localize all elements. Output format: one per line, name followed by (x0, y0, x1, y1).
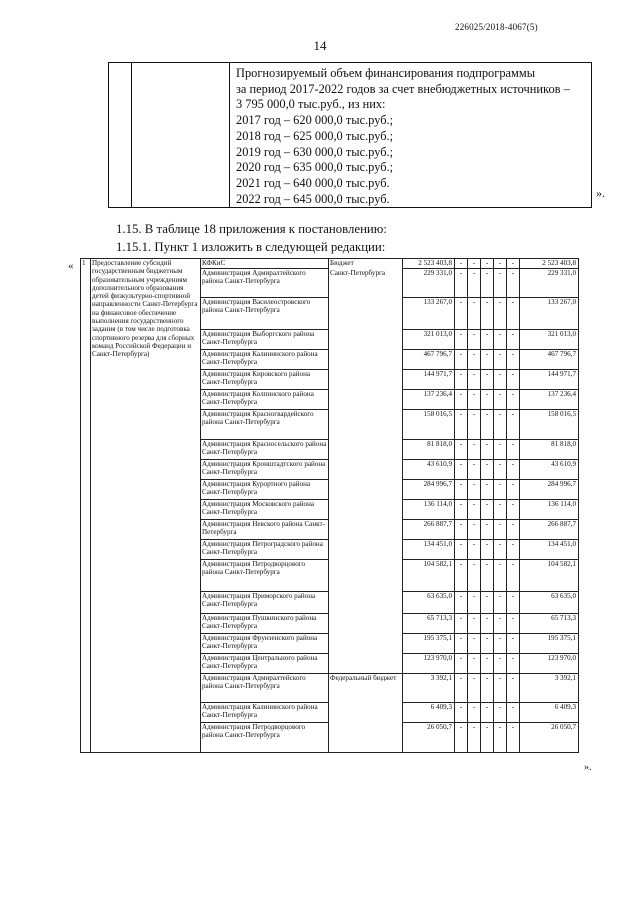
dash-cell: - (468, 330, 481, 350)
amount-total: 266 887,7 (403, 520, 455, 540)
funding-table (108, 62, 592, 208)
dash-cell: - (455, 390, 468, 410)
amount-total: 195 375,1 (403, 634, 455, 654)
dash-cell: - (494, 269, 507, 298)
dash-cell: - (494, 500, 507, 520)
dash-cell: - (507, 298, 520, 330)
amount-total: 144 971,7 (403, 370, 455, 390)
dash-cell: - (455, 674, 468, 703)
dash-cell: - (468, 460, 481, 480)
org-name: Администрация Невского района Санкт-Петербурга (201, 520, 329, 540)
dash-cell: - (507, 269, 520, 298)
dash-cell: - (481, 592, 494, 614)
amount-final: 81 818,0 (520, 440, 579, 460)
dash-cell: - (455, 410, 468, 440)
org-name: Администрация Фрунзенского района Санкт-Петербурга (201, 634, 329, 654)
dash-cell: - (507, 703, 520, 723)
dash-cell: - (494, 614, 507, 634)
dash-cell: - (468, 592, 481, 614)
dash-cell: - (507, 410, 520, 440)
dash-cell: - (481, 460, 494, 480)
dash-cell: - (455, 654, 468, 674)
amount-final: 321 013,0 (520, 330, 579, 350)
funding-line: 2019 год – 630 000,0 тыс.руб.; (236, 144, 394, 159)
dash-cell: - (494, 410, 507, 440)
funding-line: 2022 год – 645 000,0 тыс.руб. (236, 191, 390, 206)
dash-cell: - (468, 703, 481, 723)
dash-cell: - (481, 390, 494, 410)
header-total: 2 523 403,8 (403, 259, 455, 269)
amount-final: 158 016,5 (520, 410, 579, 440)
org-name: Администрация Калининского района Санкт-Петербурга (201, 350, 329, 370)
dash-cell: - (507, 330, 520, 350)
dash-cell: - (494, 674, 507, 703)
funding-line: 3 795 000,0 тыс.руб., из них: (236, 97, 386, 112)
dash-cell: - (481, 330, 494, 350)
dash-cell: - (468, 520, 481, 540)
dash-cell: - (468, 480, 481, 500)
org-name: Администрация Выборгского района Санкт-Петербурга (201, 330, 329, 350)
funding-line: 2017 год – 620 000,0 тыс.руб.; (236, 113, 394, 128)
org-name: Администрация Калининского района Санкт-Петербурга (201, 703, 329, 723)
org-name: Администрация Пушкинского района Санкт-Петербурга (201, 614, 329, 634)
funding-table-col-2 (132, 63, 230, 208)
dash-cell: - (468, 560, 481, 592)
amount-total: 467 796,7 (403, 350, 455, 370)
dash-cell: - (455, 370, 468, 390)
dash-cell: - (481, 350, 494, 370)
dash-cell: - (468, 674, 481, 703)
dash-cell: - (455, 259, 468, 269)
dash-cell: - (455, 500, 468, 520)
dash-cell: - (481, 654, 494, 674)
header-org: КФКиС (201, 259, 329, 269)
dash-cell: - (494, 460, 507, 480)
dash-cell: - (481, 410, 494, 440)
dash-cell: - (507, 634, 520, 654)
funding-line: 2021 год – 640 000,0 тыс.руб. (236, 175, 390, 190)
dash-cell: - (455, 703, 468, 723)
dash-cell: - (494, 592, 507, 614)
amount-final: 3 392,1 (520, 674, 579, 703)
amount-total: 229 331,0 (403, 269, 455, 298)
dash-cell: - (481, 370, 494, 390)
dash-cell: - (468, 269, 481, 298)
dash-cell: - (507, 370, 520, 390)
dash-cell: - (455, 540, 468, 560)
dash-cell: - (507, 390, 520, 410)
header-final: 2 523 403,8 (520, 259, 579, 269)
dash-cell: - (507, 654, 520, 674)
dash-cell: - (494, 440, 507, 460)
amount-total: 65 713,3 (403, 614, 455, 634)
dash-cell: - (455, 350, 468, 370)
amount-total: 26 050,7 (403, 723, 455, 753)
dash-cell: - (481, 480, 494, 500)
dash-cell: - (468, 634, 481, 654)
amount-total: 81 818,0 (403, 440, 455, 460)
dash-cell: - (481, 298, 494, 330)
funding-text (230, 63, 592, 208)
amount-total: 63 635,0 (403, 592, 455, 614)
dash-cell: - (507, 560, 520, 592)
dash-cell: - (481, 259, 494, 269)
funding-closing-quote: ». (596, 186, 605, 200)
dash-cell: - (468, 370, 481, 390)
dash-cell: - (468, 723, 481, 753)
org-name: Администрация Кронштадтского района Санкт-Петербурга (201, 460, 329, 480)
dash-cell: - (481, 500, 494, 520)
dash-cell: - (468, 440, 481, 460)
dash-cell: - (481, 634, 494, 654)
amount-final: 123 970,0 (520, 654, 579, 674)
amount-final: 43 610,9 (520, 460, 579, 480)
amount-final: 63 635,0 (520, 592, 579, 614)
amount-final: 195 375,1 (520, 634, 579, 654)
budget-federal: Федеральный бюджет (329, 674, 403, 753)
dash-cell: - (507, 674, 520, 703)
org-name: Администрация Василеостровского района Санкт-Петербурга (201, 298, 329, 330)
dash-cell: - (455, 634, 468, 654)
amount-final: 65 713,3 (520, 614, 579, 634)
program-table-body (81, 259, 579, 753)
org-name: Администрация Красносельского района Санкт-Петербурга (201, 440, 329, 460)
dash-cell: - (481, 703, 494, 723)
org-name: Администрация Петроградского района Санкт-Петербурга (201, 540, 329, 560)
amount-final: 136 114,0 (520, 500, 579, 520)
dash-cell: - (507, 614, 520, 634)
amount-total: 137 236,4 (403, 390, 455, 410)
amount-final: 26 050,7 (520, 723, 579, 753)
org-name: Администрация Приморского района Санкт-Петербурга (201, 592, 329, 614)
dash-cell: - (494, 723, 507, 753)
budget-spb: Санкт-Петербурга (329, 269, 403, 674)
dash-cell: - (468, 259, 481, 269)
dash-cell: - (455, 560, 468, 592)
dash-cell: - (494, 634, 507, 654)
document-number: 226025/2018-4067(5) (455, 22, 538, 32)
dash-cell: - (494, 350, 507, 370)
funding-line: 2018 год – 625 000,0 тыс.руб.; (236, 128, 394, 143)
amount-final: 134 451,0 (520, 540, 579, 560)
amount-final: 266 887,7 (520, 520, 579, 540)
org-name: Администрация Петродворцового района Санкт-Петербурга (201, 723, 329, 753)
dash-cell: - (468, 540, 481, 560)
dash-cell: - (481, 440, 494, 460)
funding-line: Прогнозируемый объем финансирования подпрограммы (236, 66, 536, 80)
row-description: Предоставление субсидий государственным бюджетным образовательным учреждениям дополнительного образования детей физкультурно-спортивной направленности Санкт-Петербурга на финансовое обеспечение выполнения государственного задания (в том числе подготовка спортивного резерва для сборных команд Российской Федерации и Санкт-Петербурга) (91, 259, 201, 753)
dash-cell: - (468, 350, 481, 370)
dash-cell: - (507, 350, 520, 370)
org-name: Администрация Курортного района Санкт-Петербурга (201, 480, 329, 500)
amount-final: 467 796,7 (520, 350, 579, 370)
dash-cell: - (468, 390, 481, 410)
dash-cell: - (494, 540, 507, 560)
funding-table-col-1 (109, 63, 132, 208)
amount-total: 133 267,0 (403, 298, 455, 330)
amount-total: 123 970,0 (403, 654, 455, 674)
dash-cell: - (455, 298, 468, 330)
dash-cell: - (494, 330, 507, 350)
amount-total: 43 610,9 (403, 460, 455, 480)
dash-cell: - (507, 592, 520, 614)
amount-final: 144 971,7 (520, 370, 579, 390)
amount-total: 284 996,7 (403, 480, 455, 500)
dash-cell: - (455, 480, 468, 500)
paragraph-1-15: 1.15. В таблице 18 приложения к постановлению: (116, 222, 387, 236)
amount-total: 321 013,0 (403, 330, 455, 350)
dash-cell: - (468, 410, 481, 440)
dash-cell: - (481, 520, 494, 540)
funding-line: за период 2017-2022 годов за счет внебюджетных источников – (236, 81, 570, 96)
dash-cell: - (507, 480, 520, 500)
amount-total: 136 114,0 (403, 500, 455, 520)
table-close-quote: ». (584, 762, 592, 773)
dash-cell: - (494, 560, 507, 592)
dash-cell: - (507, 259, 520, 269)
dash-cell: - (468, 298, 481, 330)
dash-cell: - (481, 540, 494, 560)
table-open-quote: « (68, 260, 74, 272)
dash-cell: - (507, 540, 520, 560)
org-name: Администрация Петродворцового района Санкт-Петербурга (201, 560, 329, 592)
dash-cell: - (494, 298, 507, 330)
dash-cell: - (507, 500, 520, 520)
dash-cell: - (494, 520, 507, 540)
paragraph-1-15-1: 1.15.1. Пункт 1 изложить в следующей редакции: (116, 240, 386, 254)
dash-cell: - (455, 269, 468, 298)
dash-cell: - (494, 480, 507, 500)
dash-cell: - (455, 460, 468, 480)
dash-cell: - (455, 330, 468, 350)
dash-cell: - (455, 440, 468, 460)
amount-total: 3 392,1 (403, 674, 455, 703)
amount-total: 104 582,1 (403, 560, 455, 592)
dash-cell: - (507, 460, 520, 480)
org-name: Администрация Московского района Санкт-Петербурга (201, 500, 329, 520)
dash-cell: - (494, 654, 507, 674)
dash-cell: - (481, 269, 494, 298)
org-name: Администрация Колпинского района Санкт-Петербурга (201, 390, 329, 410)
dash-cell: - (455, 592, 468, 614)
dash-cell: - (494, 390, 507, 410)
dash-cell: - (481, 560, 494, 592)
dash-cell: - (455, 723, 468, 753)
amount-total: 6 409,3 (403, 703, 455, 723)
program-table (80, 258, 579, 753)
org-name: Администрация Красногвардейского района Санкт-Петербурга (201, 410, 329, 440)
amount-final: 137 236,4 (520, 390, 579, 410)
amount-final: 229 331,0 (520, 269, 579, 298)
dash-cell: - (494, 259, 507, 269)
dash-cell: - (507, 440, 520, 460)
page-number: 14 (313, 38, 327, 53)
header-budget: Бюджет (329, 259, 403, 269)
dash-cell: - (481, 723, 494, 753)
dash-cell: - (494, 370, 507, 390)
dash-cell: - (468, 500, 481, 520)
amount-final: 104 582,1 (520, 560, 579, 592)
row-number: 1 (81, 259, 91, 753)
org-name: Администрация Адмиралтейского района Санкт-Петербурга (201, 269, 329, 298)
dash-cell: - (468, 614, 481, 634)
dash-cell: - (507, 723, 520, 753)
funding-line: 2020 год – 635 000,0 тыс.руб.; (236, 160, 394, 175)
amount-total: 158 016,5 (403, 410, 455, 440)
dash-cell: - (481, 674, 494, 703)
org-name: Администрация Центрального района Санкт-Петербурга (201, 654, 329, 674)
amount-total: 134 451,0 (403, 540, 455, 560)
amount-final: 133 267,0 (520, 298, 579, 330)
dash-cell: - (455, 614, 468, 634)
dash-cell: - (468, 654, 481, 674)
table-header-row (81, 259, 579, 269)
dash-cell: - (494, 703, 507, 723)
dash-cell: - (507, 520, 520, 540)
org-name: Администрация Адмиралтейского района Санкт-Петербурга (201, 674, 329, 703)
dash-cell: - (481, 614, 494, 634)
amount-final: 6 409,3 (520, 703, 579, 723)
org-name: Администрация Кировского района Санкт-Петербурга (201, 370, 329, 390)
dash-cell: - (455, 520, 468, 540)
amount-final: 284 996,7 (520, 480, 579, 500)
